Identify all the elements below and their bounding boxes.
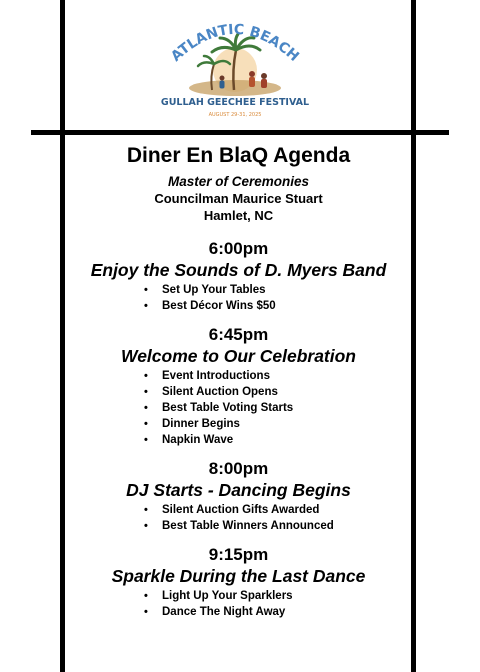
left-border-line: [60, 0, 65, 672]
schedule-section: [66, 544, 411, 620]
schedule-items: [66, 588, 411, 620]
schedule-section: [66, 324, 411, 448]
schedule-item: • Silent Auction Opens: [66, 384, 411, 400]
schedule-item: • Dinner Begins: [66, 416, 411, 432]
logo-date-text: AUGUST 29-31, 2025: [208, 112, 262, 118]
schedule-item: • Napkin Wave: [66, 432, 411, 448]
logo-banner-text: GULLAH GEECHEE FESTIVAL: [160, 97, 310, 108]
festival-logo: [160, 12, 310, 124]
schedule-heading: Sparkle During the Last Dance: [111, 566, 366, 586]
schedule-heading: Enjoy the Sounds of D. Myers Band: [90, 260, 387, 280]
schedule-item: • Best Décor Wins $50: [66, 298, 411, 314]
agenda-title: Diner En BlaQ Agenda: [126, 144, 351, 167]
schedule-item: • Best Table Winners Announced: [66, 518, 411, 534]
schedule-item: • Best Table Voting Starts: [66, 400, 411, 416]
right-border-line: [411, 0, 416, 672]
schedule-item: • Light Up Your Sparklers: [66, 588, 411, 604]
schedule-section: [66, 238, 411, 314]
schedule-time: 8:00pm: [208, 459, 269, 478]
schedule-time: 6:00pm: [208, 239, 269, 258]
logo-arc-text: ATLANTIC BEACH: [168, 21, 302, 65]
schedule-item: • Silent Auction Gifts Awarded: [66, 502, 411, 518]
schedule-time: 6:45pm: [208, 325, 269, 344]
schedule-item: • Set Up Your Tables: [66, 282, 411, 298]
schedule-items: [66, 368, 411, 448]
schedule-heading: Welcome to Our Celebration: [121, 346, 356, 366]
schedule-time: 9:15pm: [208, 545, 269, 564]
schedule-section: [66, 458, 411, 534]
schedule-heading: DJ Starts - Dancing Begins: [126, 480, 351, 500]
mc-name: Councilman Maurice Stuart: [154, 191, 323, 206]
schedule-items: [66, 282, 411, 314]
schedule-item: • Dance The Night Away: [66, 604, 411, 620]
mc-role: Master of Ceremonies: [167, 174, 310, 189]
mc-place: Hamlet, NC: [203, 208, 274, 223]
schedule-item: • Event Introductions: [66, 368, 411, 384]
agenda-content: [66, 143, 411, 620]
schedule-items: [66, 502, 411, 534]
schedule-list: [66, 238, 411, 620]
header-divider: [31, 130, 449, 135]
